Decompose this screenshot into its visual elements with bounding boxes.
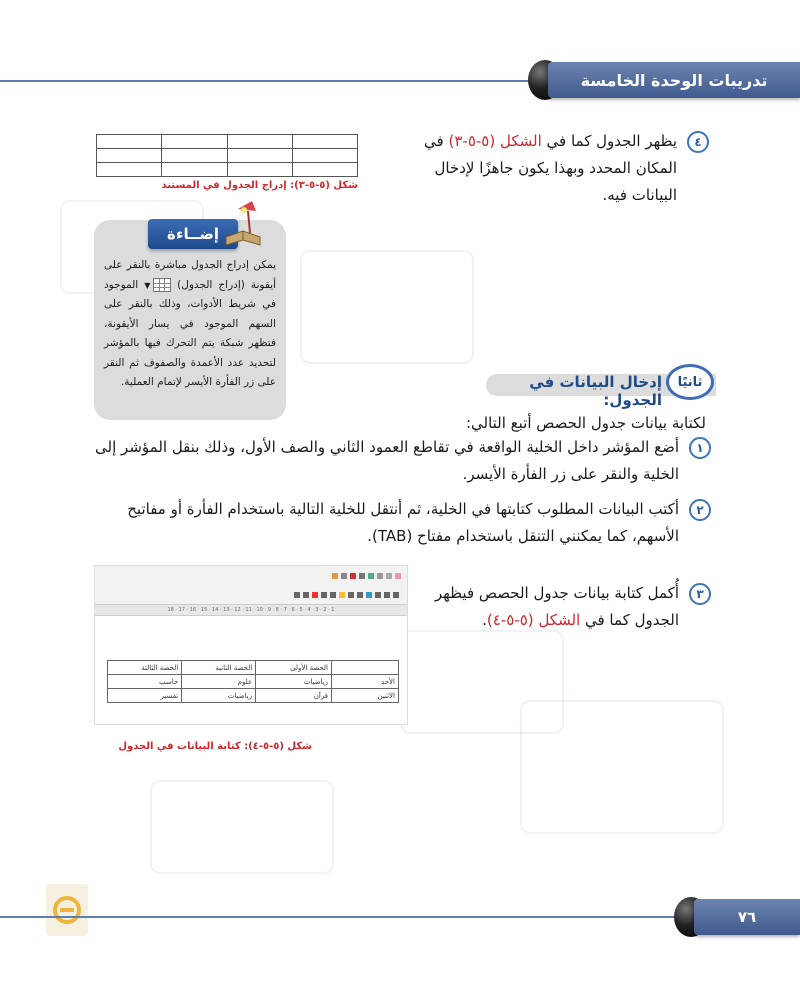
table-cell[interactable]: تفسير (108, 689, 182, 703)
step-3 (420, 580, 707, 634)
step-2-text: أكتب البيانات المطلوب كتابتها في الخلية، ثم أنتقل للخلية التالية باستخدام الفأرة أو مفاتيح الأسهم، كما يمكنني التنقل باستخدام مفتاح (TAB). (127, 500, 679, 545)
section-2-title: إدخال البيانات في الجدول: (529, 373, 662, 409)
toolbar-icon[interactable] (359, 573, 365, 579)
insert-table-icon (153, 278, 171, 292)
step-3-text-before: أُكمل كتابة بيانات جدول الحصص فيظهر الجدول كما في (434, 584, 679, 629)
tip-text (104, 256, 276, 393)
publisher-logo-icon (52, 895, 82, 925)
section-2-intro: لكتابة بيانات جدول الحصص أتبع التالي: (465, 414, 706, 432)
toolbar-icon[interactable] (321, 592, 327, 598)
table-row (97, 149, 358, 163)
step-4-figure-ref: (٥-٥-٣) (448, 132, 496, 150)
toolbar-icon[interactable] (312, 592, 318, 598)
footer-rule (0, 916, 680, 918)
table-cell[interactable]: حاسب (108, 675, 182, 689)
empty-table-figure (96, 134, 358, 177)
step-3-number: ٣ (689, 583, 711, 605)
toolbar-icon[interactable] (350, 573, 356, 579)
toolbar-icon[interactable] (339, 592, 345, 598)
table-header-cell[interactable]: الحصة الثالثة (108, 661, 182, 675)
toolbar-icon[interactable] (375, 592, 381, 598)
step-2 (85, 496, 707, 550)
table-row (108, 689, 399, 703)
table-header-cell[interactable]: الحصة الأولى (256, 661, 332, 675)
step-4-text-before: يظهر الجدول كما في (541, 132, 677, 150)
table-row (97, 163, 358, 177)
step-1-text: أضع المؤشر داخل الخلية الواقعة في تقاطع العمود الثاني والصف الأول، وذلك بنقل المؤشر إلى الخلية والنقر على زر الفأرة الأيسر. (95, 438, 679, 483)
table-header-cell[interactable]: الحصة الثانية (182, 661, 256, 675)
toolbar-icon[interactable] (395, 573, 401, 579)
step-1 (85, 434, 707, 488)
toolbar-row-2 (95, 586, 407, 604)
toolbar-icon[interactable] (393, 592, 399, 598)
toolbar-icon[interactable] (386, 573, 392, 579)
toolbar-icon[interactable] (357, 592, 363, 598)
step-3-figure-word: الشكل (538, 611, 581, 629)
toolbar-icon[interactable] (368, 573, 374, 579)
figure-4-caption: شكل (٥-٥-٤): كتابة البيانات في الجدول (118, 741, 312, 752)
toolbar-icon[interactable] (294, 592, 300, 598)
table-row (108, 675, 399, 689)
table-cell[interactable]: قرآن (256, 689, 332, 703)
toolbar-icon[interactable] (366, 592, 372, 598)
step-4-figure-word: الشكل (500, 132, 542, 150)
filled-table (107, 660, 399, 703)
toolbar-icon[interactable] (348, 592, 354, 598)
background-shape (300, 250, 474, 364)
step-2-number: ٢ (689, 499, 711, 521)
step-4 (415, 128, 705, 209)
header-title-bar (548, 62, 800, 98)
dropdown-arrow-icon: ▼ (141, 280, 154, 290)
toolbar-icon[interactable] (332, 573, 338, 579)
section-2-badge-text: ثانيًا (677, 374, 703, 390)
step-4-text-after: في المكان المحدد وبهذا يكون جاهزًا لإدخال البيانات فيه. (424, 132, 677, 204)
page-number: ٧٦ (737, 908, 757, 926)
table-header-cell[interactable] (332, 661, 399, 675)
step-1-number: ١ (689, 437, 711, 459)
header-rule (0, 80, 560, 82)
background-shape (150, 780, 334, 874)
tip-text-line1: يمكن إدراج الجدول مباشرة بالنقر على أيقونة (إدراج الجدول) (104, 259, 276, 291)
step-4-number: ٤ (687, 131, 709, 153)
tip-title: إضــاءة (166, 225, 220, 243)
table-cell[interactable]: علوم (182, 675, 256, 689)
ruler: 18 · 17 · 16 · 15 · 14 · 13 · 12 · 11 · 10 · 9 · 8 · 7 · 6 · 5 · 4 · 3 · 2 · 1 (95, 604, 407, 616)
header-title: تدريبات الوحدة الخامسة (580, 70, 768, 90)
lamp-book-icon (218, 195, 268, 250)
publisher-logo (46, 884, 88, 936)
step-3-figure-ref: (٥-٥-٤) (486, 611, 534, 629)
table-cell[interactable]: الأحد (332, 675, 399, 689)
table-cell[interactable]: الاثنين (332, 689, 399, 703)
writer-screenshot (94, 565, 408, 725)
toolbar-icon[interactable] (377, 573, 383, 579)
page-number-bar (694, 899, 800, 935)
step-3-text-after: . (482, 611, 487, 629)
background-shape (520, 700, 724, 834)
toolbar-icon[interactable] (330, 592, 336, 598)
tip-text-rest: الموجود في شريط الأدوات، وذلك بالنقر على السهم الموجود في يسار الأيقونة، فتظهر شبكة يتم التحرك فيها بالمؤشر لتحديد عدد الأعمدة والصفوف ثم النقر على زر الفأرة الأيسر لإتمام العملية. (104, 278, 276, 388)
table-cell[interactable]: رياضيات (256, 675, 332, 689)
table-row (108, 661, 399, 675)
toolbar-row-1 (95, 566, 407, 586)
toolbar-icon[interactable] (303, 592, 309, 598)
table-row (97, 135, 358, 149)
section-2-badge (666, 364, 714, 400)
toolbar-icon[interactable] (384, 592, 390, 598)
table-cell[interactable]: رياضيات (182, 689, 256, 703)
figure-3-caption: شكل (٥-٥-٣): إدراج الجدول في المستند (161, 180, 358, 191)
toolbar-icon[interactable] (341, 573, 347, 579)
